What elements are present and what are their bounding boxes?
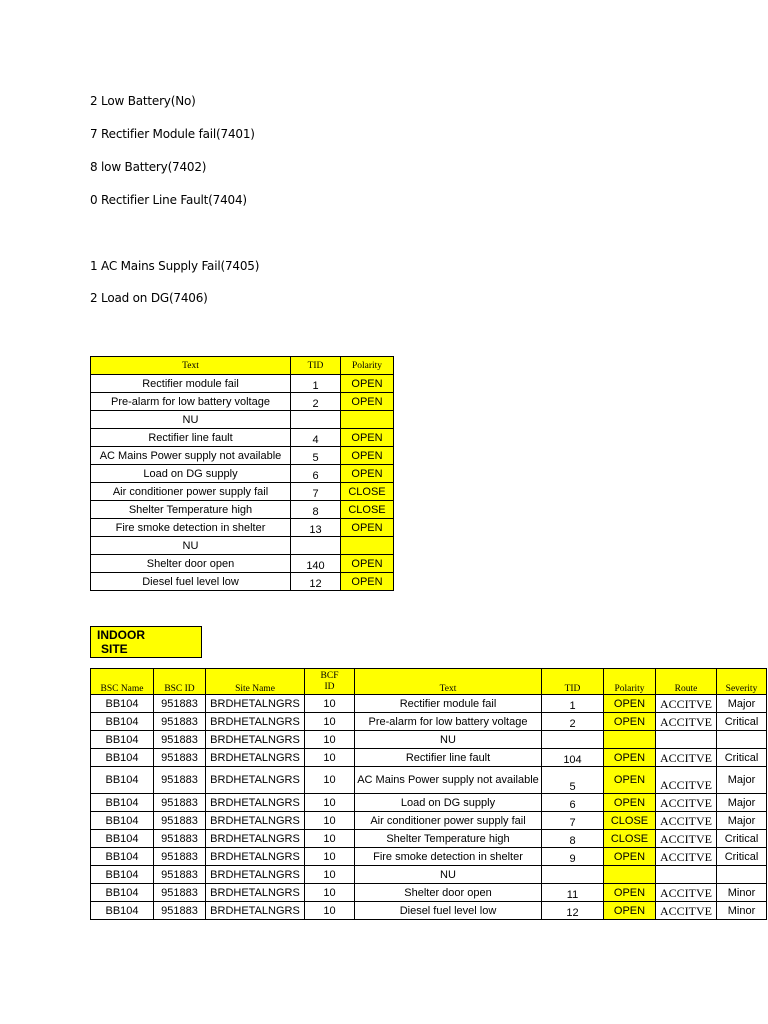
cell-bcf-id: 10	[305, 812, 355, 830]
cell-text: Shelter Temperature high	[91, 501, 291, 519]
header-text: Text	[91, 357, 291, 375]
cell-text: Fire smoke detection in shelter	[91, 519, 291, 537]
cell-text: Load on DG supply	[91, 465, 291, 483]
header-polarity: Polarity	[604, 669, 656, 695]
header-bcf-line2: ID	[324, 681, 335, 692]
cell-text: Pre-alarm for low battery voltage	[91, 393, 291, 411]
table-row	[91, 749, 767, 767]
cell-bsc-id: 951883	[154, 695, 206, 713]
cell-text: NU	[91, 537, 291, 555]
cell-text: Shelter door open	[355, 884, 542, 902]
cell-text: Rectifier line fault	[355, 749, 542, 767]
header-bcf-line1: BCF	[320, 670, 339, 681]
cell-bcf-id: 10	[305, 848, 355, 866]
table-row	[91, 393, 394, 411]
table-row	[91, 447, 394, 465]
cell-polarity: OPEN	[341, 465, 394, 483]
cell-text: Pre-alarm for low battery voltage	[355, 713, 542, 731]
header-tid: TID	[291, 357, 341, 375]
cell-tid	[542, 866, 604, 884]
table-row	[91, 902, 767, 920]
header-route: Route	[656, 669, 717, 695]
cell-bcf-id: 10	[305, 731, 355, 749]
table-row	[91, 375, 394, 393]
cell-polarity: OPEN	[341, 447, 394, 465]
cell-tid	[542, 731, 604, 749]
cell-polarity: OPEN	[341, 429, 394, 447]
cell-bcf-id: 10	[305, 695, 355, 713]
cell-bsc-name: BB104	[91, 848, 154, 866]
table-row	[91, 411, 394, 429]
cell-tid: 1	[291, 375, 341, 393]
table-row	[91, 767, 767, 794]
cell-bcf-id: 10	[305, 749, 355, 767]
cell-bsc-id: 951883	[154, 731, 206, 749]
cell-text: NU	[355, 731, 542, 749]
cell-tid: 11	[542, 884, 604, 902]
indoor-site-alarm-table	[90, 668, 767, 920]
cell-tid: 2	[291, 393, 341, 411]
table-row	[91, 483, 394, 501]
cell-tid: 7	[291, 483, 341, 501]
cell-tid: 6	[542, 794, 604, 812]
cell-polarity: CLOSE	[341, 483, 394, 501]
cell-tid: 9	[542, 848, 604, 866]
cell-bsc-name: BB104	[91, 731, 154, 749]
cell-site-name: BRDHETALNGRS	[206, 866, 305, 884]
cell-text: Shelter door open	[91, 555, 291, 573]
cell-tid: 12	[291, 573, 341, 591]
cell-polarity	[341, 411, 394, 429]
cell-polarity: OPEN	[341, 573, 394, 591]
cell-site-name: BRDHETALNGRS	[206, 767, 305, 794]
cell-severity: Major	[717, 812, 767, 830]
table-row	[91, 537, 394, 555]
table-row	[91, 794, 767, 812]
cell-route: ACCITVE	[656, 767, 717, 794]
cell-bsc-id: 951883	[154, 749, 206, 767]
cell-text: AC Mains Power supply not available	[91, 447, 291, 465]
cell-text: Air conditioner power supply fail	[355, 812, 542, 830]
table-row	[91, 501, 394, 519]
cell-bsc-id: 951883	[154, 884, 206, 902]
cell-text: Load on DG supply	[355, 794, 542, 812]
header-text: Text	[355, 669, 542, 695]
cell-bcf-id: 10	[305, 713, 355, 731]
cell-tid: 5	[542, 767, 604, 794]
indoor-site-label	[90, 626, 202, 658]
alarm-line-1: 2 Low Battery(No)	[90, 94, 196, 108]
cell-bsc-name: BB104	[91, 902, 154, 920]
table-row	[91, 713, 767, 731]
cell-bsc-id: 951883	[154, 830, 206, 848]
cell-site-name: BRDHETALNGRS	[206, 794, 305, 812]
cell-text: NU	[355, 866, 542, 884]
indoor-site-line1: INDOOR	[97, 628, 145, 642]
cell-polarity: OPEN	[604, 749, 656, 767]
cell-bsc-name: BB104	[91, 695, 154, 713]
cell-site-name: BRDHETALNGRS	[206, 830, 305, 848]
cell-polarity: CLOSE	[604, 812, 656, 830]
cell-tid	[291, 537, 341, 555]
cell-text: NU	[91, 411, 291, 429]
cell-severity: Major	[717, 695, 767, 713]
cell-bsc-name: BB104	[91, 767, 154, 794]
cell-bsc-name: BB104	[91, 713, 154, 731]
table-row	[91, 429, 394, 447]
cell-severity: Critical	[717, 713, 767, 731]
cell-severity	[717, 731, 767, 749]
cell-site-name: BRDHETALNGRS	[206, 812, 305, 830]
table-row	[91, 695, 767, 713]
cell-tid: 2	[542, 713, 604, 731]
alarm-polarity-table	[90, 356, 394, 591]
header-bcf-id	[305, 669, 355, 695]
cell-bsc-id: 951883	[154, 848, 206, 866]
cell-site-name: BRDHETALNGRS	[206, 884, 305, 902]
alarm-line-6: 2 Load on DG(7406)	[90, 291, 208, 305]
cell-polarity: OPEN	[341, 519, 394, 537]
cell-text: Air conditioner power supply fail	[91, 483, 291, 501]
table-row	[91, 866, 767, 884]
cell-bcf-id: 10	[305, 866, 355, 884]
cell-tid: 13	[291, 519, 341, 537]
cell-severity: Minor	[717, 902, 767, 920]
cell-bsc-id: 951883	[154, 713, 206, 731]
alarm-line-3: 8 low Battery(7402)	[90, 160, 207, 174]
cell-tid: 140	[291, 555, 341, 573]
table-row	[91, 812, 767, 830]
cell-tid	[291, 411, 341, 429]
cell-tid: 6	[291, 465, 341, 483]
cell-tid: 8	[291, 501, 341, 519]
cell-polarity: OPEN	[604, 848, 656, 866]
cell-severity: Minor	[717, 884, 767, 902]
table-row	[91, 731, 767, 749]
cell-polarity: OPEN	[604, 884, 656, 902]
cell-tid: 8	[542, 830, 604, 848]
cell-bcf-id: 10	[305, 830, 355, 848]
alarm-line-5: 1 AC Mains Supply Fail(7405)	[90, 259, 260, 273]
cell-polarity: OPEN	[604, 713, 656, 731]
cell-text: Diesel fuel level low	[355, 902, 542, 920]
cell-bcf-id: 10	[305, 767, 355, 794]
cell-bsc-id: 951883	[154, 902, 206, 920]
cell-text: AC Mains Power supply not available	[355, 767, 542, 794]
table-header-row	[91, 669, 767, 695]
cell-bsc-name: BB104	[91, 884, 154, 902]
header-site-name: Site Name	[206, 669, 305, 695]
cell-route: ACCITVE	[656, 713, 717, 731]
cell-tid: 7	[542, 812, 604, 830]
table-row	[91, 465, 394, 483]
cell-bsc-name: BB104	[91, 812, 154, 830]
cell-bcf-id: 10	[305, 794, 355, 812]
table-header-row	[91, 357, 394, 375]
header-severity: Severity	[717, 669, 767, 695]
cell-bsc-name: BB104	[91, 866, 154, 884]
cell-tid: 1	[542, 695, 604, 713]
cell-site-name: BRDHETALNGRS	[206, 713, 305, 731]
cell-bsc-name: BB104	[91, 830, 154, 848]
table-row	[91, 884, 767, 902]
cell-severity: Critical	[717, 749, 767, 767]
cell-site-name: BRDHETALNGRS	[206, 695, 305, 713]
table-row	[91, 573, 394, 591]
cell-route: ACCITVE	[656, 794, 717, 812]
cell-site-name: BRDHETALNGRS	[206, 848, 305, 866]
cell-bsc-name: BB104	[91, 794, 154, 812]
cell-polarity: CLOSE	[604, 830, 656, 848]
table-row	[91, 848, 767, 866]
cell-text: Diesel fuel level low	[91, 573, 291, 591]
cell-text: Rectifier line fault	[91, 429, 291, 447]
cell-site-name: BRDHETALNGRS	[206, 902, 305, 920]
cell-severity: Critical	[717, 830, 767, 848]
cell-polarity: OPEN	[341, 555, 394, 573]
cell-text: Shelter Temperature high	[355, 830, 542, 848]
cell-polarity: OPEN	[341, 375, 394, 393]
cell-polarity	[604, 866, 656, 884]
cell-bcf-id: 10	[305, 884, 355, 902]
cell-polarity	[341, 537, 394, 555]
cell-polarity: OPEN	[341, 393, 394, 411]
indoor-site-line2: SITE	[101, 642, 128, 656]
cell-text: Rectifier module fail	[91, 375, 291, 393]
cell-text: Fire smoke detection in shelter	[355, 848, 542, 866]
cell-bsc-id: 951883	[154, 866, 206, 884]
cell-polarity: OPEN	[604, 695, 656, 713]
header-bsc-name: BSC Name	[91, 669, 154, 695]
cell-route: ACCITVE	[656, 884, 717, 902]
cell-tid: 4	[291, 429, 341, 447]
cell-polarity: OPEN	[604, 902, 656, 920]
cell-severity: Critical	[717, 848, 767, 866]
cell-route	[656, 731, 717, 749]
alarm-line-2: 7 Rectifier Module fail(7401)	[90, 127, 255, 141]
cell-tid: 12	[542, 902, 604, 920]
table-row	[91, 830, 767, 848]
cell-tid: 104	[542, 749, 604, 767]
cell-polarity: OPEN	[604, 767, 656, 794]
cell-bsc-name: BB104	[91, 749, 154, 767]
cell-bsc-id: 951883	[154, 767, 206, 794]
alarm-line-4: 0 Rectifier Line Fault(7404)	[90, 193, 247, 207]
header-bsc-id: BSC ID	[154, 669, 206, 695]
cell-route: ACCITVE	[656, 830, 717, 848]
cell-route: ACCITVE	[656, 848, 717, 866]
cell-route: ACCITVE	[656, 695, 717, 713]
cell-severity: Major	[717, 794, 767, 812]
cell-polarity: CLOSE	[341, 501, 394, 519]
cell-route: ACCITVE	[656, 902, 717, 920]
cell-route	[656, 866, 717, 884]
cell-site-name: BRDHETALNGRS	[206, 731, 305, 749]
cell-severity: Major	[717, 767, 767, 794]
cell-bcf-id: 10	[305, 902, 355, 920]
table-row	[91, 555, 394, 573]
cell-site-name: BRDHETALNGRS	[206, 749, 305, 767]
cell-text: Rectifier module fail	[355, 695, 542, 713]
cell-bsc-id: 951883	[154, 812, 206, 830]
header-polarity: Polarity	[341, 357, 394, 375]
cell-polarity: OPEN	[604, 794, 656, 812]
cell-route: ACCITVE	[656, 812, 717, 830]
cell-bsc-id: 951883	[154, 794, 206, 812]
cell-polarity	[604, 731, 656, 749]
cell-tid: 5	[291, 447, 341, 465]
table-row	[91, 519, 394, 537]
cell-route: ACCITVE	[656, 749, 717, 767]
cell-severity	[717, 866, 767, 884]
header-tid: TID	[542, 669, 604, 695]
